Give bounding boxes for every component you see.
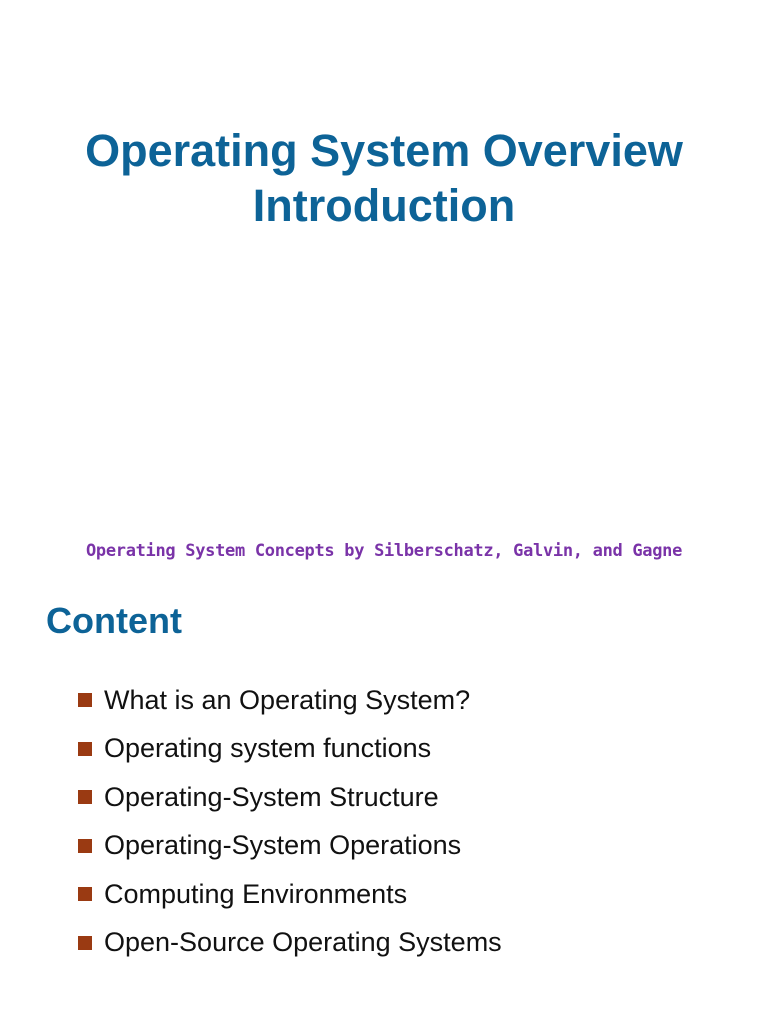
bullet-text: Operating-System Structure xyxy=(104,781,439,812)
bullet-item xyxy=(78,773,502,822)
square-bullet-icon xyxy=(78,693,92,707)
slide-title xyxy=(0,123,768,233)
square-bullet-icon xyxy=(78,887,92,901)
bullet-text: Computing Environments xyxy=(104,878,408,909)
bullet-text: Operating-System Operations xyxy=(104,830,462,861)
content-slide xyxy=(0,580,768,1024)
bullet-item xyxy=(78,919,502,968)
square-bullet-icon xyxy=(78,790,92,804)
content-bullet-list xyxy=(78,676,502,967)
square-bullet-icon xyxy=(78,839,92,853)
title-line-1: Operating System Overview xyxy=(85,125,683,177)
square-bullet-icon xyxy=(78,742,92,756)
bullet-text: What is an Operating System? xyxy=(104,684,471,715)
bullet-item xyxy=(78,725,502,774)
title-line-2: Introduction xyxy=(252,180,516,232)
square-bullet-icon xyxy=(78,936,92,950)
bullet-text: Operating system functions xyxy=(104,733,432,764)
book-credit: Operating System Concepts by Silberschatz, Galvin, and Gagne xyxy=(85,541,683,561)
bullet-item xyxy=(78,870,502,919)
content-heading: Content xyxy=(46,600,182,641)
bullet-item xyxy=(78,822,502,871)
bullet-item xyxy=(78,676,502,725)
bullet-text: Open-Source Operating Systems xyxy=(104,927,502,958)
